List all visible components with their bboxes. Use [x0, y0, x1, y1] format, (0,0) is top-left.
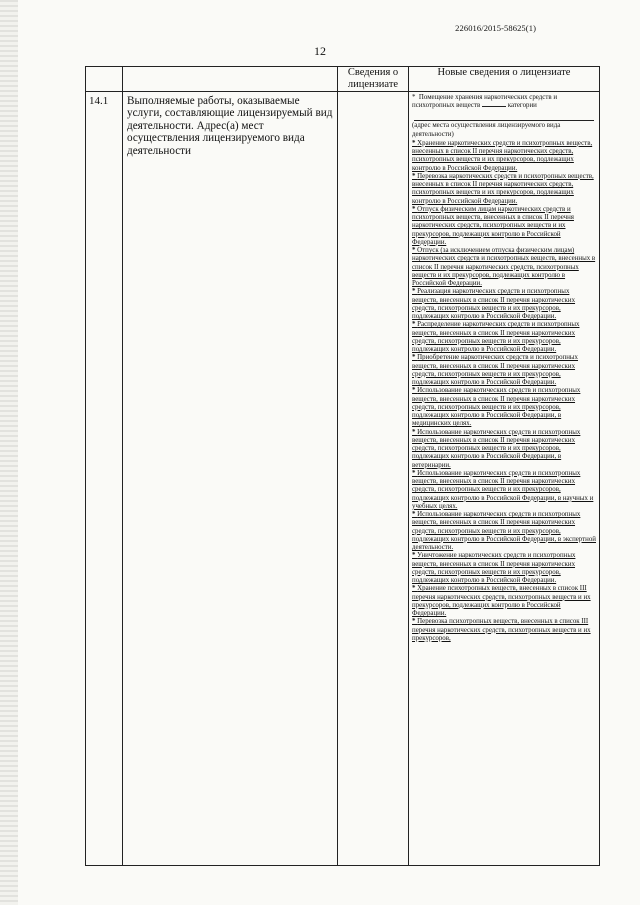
new-info-item: * Отпуск физическим лицам наркотических средств и психотропных веществ, внесенных в список II перечня наркотических средств, психотропных веществ и их прекурсоров, подлежащих контролю в Российской Федерации. — [412, 205, 574, 246]
address-line — [414, 120, 594, 121]
row-title: Выполняемые работы, оказываемые услуги, составляющие лицензируемый вид деятельности. Адрес(а) мест осуществления лицензируемого вида деятельности — [123, 92, 338, 866]
new-info-item: * Хранение наркотических средств и психотропных веществ, внесенных в список II перечня наркотических средств, психотропных веществ и их прекурсоров, подлежащих контролю в Российской Федерации. — [412, 139, 593, 172]
address-caption: (адрес места осуществления лицензируемого вида деятельности) — [412, 122, 561, 138]
page-number: 12 — [314, 44, 326, 58]
new-info-item: * Хранение психотропных веществ, внесенных в список III перечня наркотических средств, психотропных веществ и их прекурсоров, подлежащих контролю в Российской Федерации. — [412, 585, 591, 618]
new-info-intro: * Помещение хранения наркотических средств и психотропных веществ категории — [412, 94, 558, 110]
row-old-info — [338, 92, 409, 866]
table-header-row — [86, 67, 600, 92]
row-new-info — [409, 92, 600, 866]
document-number: 226016/2015-58625(1) — [455, 23, 536, 33]
new-info-item: * Уничтожение наркотических средств и психотропных веществ, внесенных в список II перечня наркотических средств, психотропных веществ и их прекурсоров, подлежащих контролю в Российской Федерации. — [412, 552, 576, 585]
new-info-item: * Отпуск (за исключением отпуска физическим лицам) наркотических средств и психотропных веществ, внесенных в список II перечня наркотических средств, психотропных веществ и их прекурсоров, подлежащих контролю в Российской Федерации. — [412, 247, 596, 288]
new-info-item: * Перевозка наркотических средств и психотропных веществ, внесенных в список II перечня наркотических средств, психотропных веществ и их прекурсоров, подлежащих контролю в Российской Федерации. — [412, 172, 594, 205]
header-new-info: Новые сведения о лицензиате — [409, 67, 600, 92]
scan-edge — [0, 0, 18, 905]
license-table — [85, 66, 600, 866]
row-number: 14.1 — [86, 92, 123, 866]
new-info-item: * Реализация наркотических средств и психотропных веществ, внесенных в список II перечня наркотических средств, психотропных веществ и их прекурсоров, подлежащих контролю в Российской Федерации. — [412, 288, 576, 321]
table-row — [86, 92, 600, 866]
category-blank — [482, 106, 506, 107]
header-name — [123, 67, 338, 92]
new-info-item: * Перевозка психотропных веществ, внесенных в список III перечня наркотических средств, психотропных веществ и их прекурсоров, — [412, 618, 591, 642]
new-info-items — [412, 140, 596, 643]
new-info-item: * Использование наркотических средств и психотропных веществ, внесенных в список II перечня наркотических средств, психотропных веществ и их прекурсоров, подлежащих контролю в Российской Федерации, в экспертной деятельности. — [412, 511, 596, 552]
new-info-item: * Использование наркотических средств и психотропных веществ, внесенных в список II перечня наркотических средств, психотропных веществ и их прекурсоров, подлежащих контролю в Российской Федерации, в научных и учебных целях. — [412, 469, 594, 510]
new-info-item: * Приобретение наркотических средств и психотропных веществ, внесенных в список II перечня наркотических средств, психотропных веществ и их прекурсоров, подлежащих контролю в Российской Федерации. — [412, 354, 579, 387]
header-old-info: Сведения о лицензиате — [338, 67, 409, 92]
new-info-item: * Использование наркотических средств и психотропных веществ, внесенных в список II перечня наркотических средств, психотропных веществ и их прекурсоров, подлежащих контролю в Российской Федерации, в медицинских целях. — [412, 387, 581, 428]
header-num — [86, 67, 123, 92]
new-info-item: * Распределение наркотических средств и психотропных веществ, внесенных в список II перечня наркотических средств, психотропных веществ и их прекурсоров, подлежащих контролю в Российской Федерации. — [412, 321, 580, 354]
new-info-item: * Использование наркотических средств и психотропных веществ, внесенных в список II перечня наркотических средств, психотропных веществ и их прекурсоров, подлежащих контролю в Российской Федерации, в ветеринарии. — [412, 428, 581, 469]
